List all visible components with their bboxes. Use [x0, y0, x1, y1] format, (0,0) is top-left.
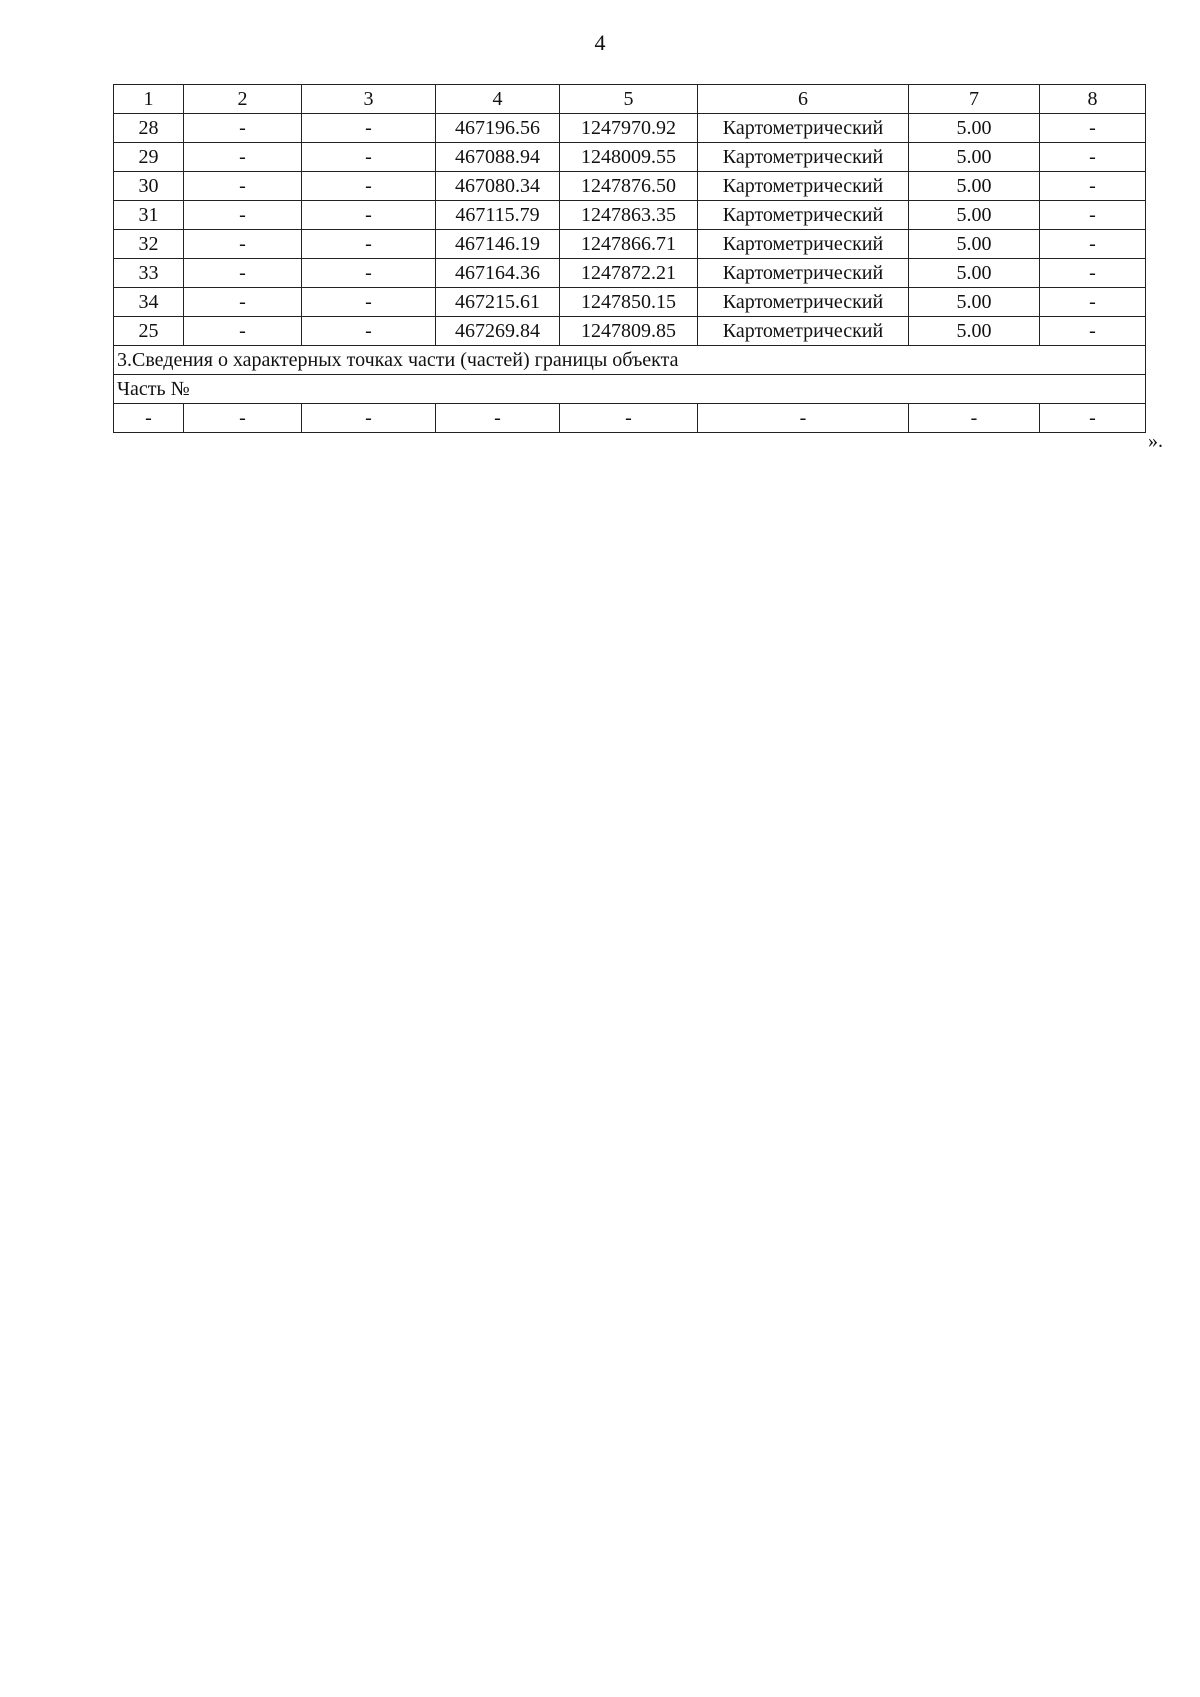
table-cell: - — [184, 172, 302, 201]
table-cell: - — [909, 404, 1040, 433]
table-cell: - — [184, 201, 302, 230]
coord-y-cell: 1248009.55 — [560, 143, 698, 172]
table-cell: - — [436, 404, 560, 433]
table-cell: - — [184, 404, 302, 433]
coord-x-cell: 467215.61 — [436, 288, 560, 317]
table-cell: - — [302, 201, 436, 230]
coord-x-cell: 467196.56 — [436, 114, 560, 143]
coord-y-cell: 1247872.21 — [560, 259, 698, 288]
table-cell: - — [184, 259, 302, 288]
header-cell: 6 — [698, 85, 909, 114]
coord-y-cell: 1247876.50 — [560, 172, 698, 201]
page-number: 4 — [594, 30, 606, 55]
method-cell: Картометрический — [698, 230, 909, 259]
coord-y-cell: 1247866.71 — [560, 230, 698, 259]
table-cell: - — [302, 114, 436, 143]
table-cell: - — [302, 404, 436, 433]
table-row — [114, 317, 1146, 346]
table-cell: - — [560, 404, 698, 433]
point-number-cell: 33 — [114, 259, 184, 288]
header-cell: 4 — [436, 85, 560, 114]
table-cell: - — [1040, 404, 1146, 433]
part-number-label: Часть № — [114, 375, 1146, 404]
table-cell: - — [302, 172, 436, 201]
method-cell: Картометрический — [698, 114, 909, 143]
table-cell: - — [184, 288, 302, 317]
method-cell: Картометрический — [698, 259, 909, 288]
table-cell: - — [184, 143, 302, 172]
coord-x-cell: 467146.19 — [436, 230, 560, 259]
accuracy-cell: 5.00 — [909, 288, 1040, 317]
table-cell: - — [1040, 201, 1146, 230]
coord-x-cell: 467269.84 — [436, 317, 560, 346]
table-body — [114, 85, 1146, 433]
point-number-cell: 25 — [114, 317, 184, 346]
table-cell: - — [114, 404, 184, 433]
table-row — [114, 172, 1146, 201]
accuracy-cell: 5.00 — [909, 172, 1040, 201]
coord-y-cell: 1247970.92 — [560, 114, 698, 143]
table-cell: - — [1040, 230, 1146, 259]
table-row — [114, 143, 1146, 172]
table-row — [114, 288, 1146, 317]
table-cell: - — [1040, 143, 1146, 172]
accuracy-cell: 5.00 — [909, 230, 1040, 259]
point-number-cell: 32 — [114, 230, 184, 259]
section-title-row — [114, 346, 1146, 375]
accuracy-cell: 5.00 — [909, 259, 1040, 288]
method-cell: Картометрический — [698, 172, 909, 201]
header-cell: 7 — [909, 85, 1040, 114]
point-number-cell: 28 — [114, 114, 184, 143]
method-cell: Картометрический — [698, 143, 909, 172]
table-cell: - — [184, 114, 302, 143]
table-cell: - — [1040, 172, 1146, 201]
table-cell: - — [184, 230, 302, 259]
coordinates-table — [113, 84, 1146, 433]
table-cell: - — [302, 230, 436, 259]
point-number-cell: 31 — [114, 201, 184, 230]
accuracy-cell: 5.00 — [909, 201, 1040, 230]
coord-y-cell: 1247850.15 — [560, 288, 698, 317]
table-cell: - — [1040, 288, 1146, 317]
table-row — [114, 114, 1146, 143]
header-cell: 3 — [302, 85, 436, 114]
part-label-row — [114, 375, 1146, 404]
method-cell: Картометрический — [698, 201, 909, 230]
table-cell: - — [1040, 114, 1146, 143]
coord-x-cell: 467080.34 — [436, 172, 560, 201]
part-row — [114, 404, 1146, 433]
table-cell: - — [302, 317, 436, 346]
point-number-cell: 29 — [114, 143, 184, 172]
table-cell: - — [302, 143, 436, 172]
accuracy-cell: 5.00 — [909, 317, 1040, 346]
point-number-cell: 34 — [114, 288, 184, 317]
coordinates-table-container — [113, 84, 1145, 433]
header-row — [114, 85, 1146, 114]
header-cell: 1 — [114, 85, 184, 114]
closing-quote-mark: ». — [1148, 430, 1163, 452]
table-row — [114, 201, 1146, 230]
header-cell: 5 — [560, 85, 698, 114]
coord-x-cell: 467088.94 — [436, 143, 560, 172]
point-number-cell: 30 — [114, 172, 184, 201]
method-cell: Картометрический — [698, 317, 909, 346]
method-cell: Картометрический — [698, 288, 909, 317]
coord-x-cell: 467164.36 — [436, 259, 560, 288]
accuracy-cell: 5.00 — [909, 143, 1040, 172]
accuracy-cell: 5.00 — [909, 114, 1040, 143]
table-row — [114, 259, 1146, 288]
coord-y-cell: 1247809.85 — [560, 317, 698, 346]
table-cell: - — [184, 317, 302, 346]
header-cell: 8 — [1040, 85, 1146, 114]
table-cell: - — [302, 259, 436, 288]
coord-x-cell: 467115.79 — [436, 201, 560, 230]
table-cell: - — [698, 404, 909, 433]
table-cell: - — [302, 288, 436, 317]
table-cell: - — [1040, 317, 1146, 346]
section-3-title: 3.Сведения о характерных точках части (частей) границы объекта — [114, 346, 1146, 375]
coord-y-cell: 1247863.35 — [560, 201, 698, 230]
table-row — [114, 230, 1146, 259]
table-cell: - — [1040, 259, 1146, 288]
header-cell: 2 — [184, 85, 302, 114]
